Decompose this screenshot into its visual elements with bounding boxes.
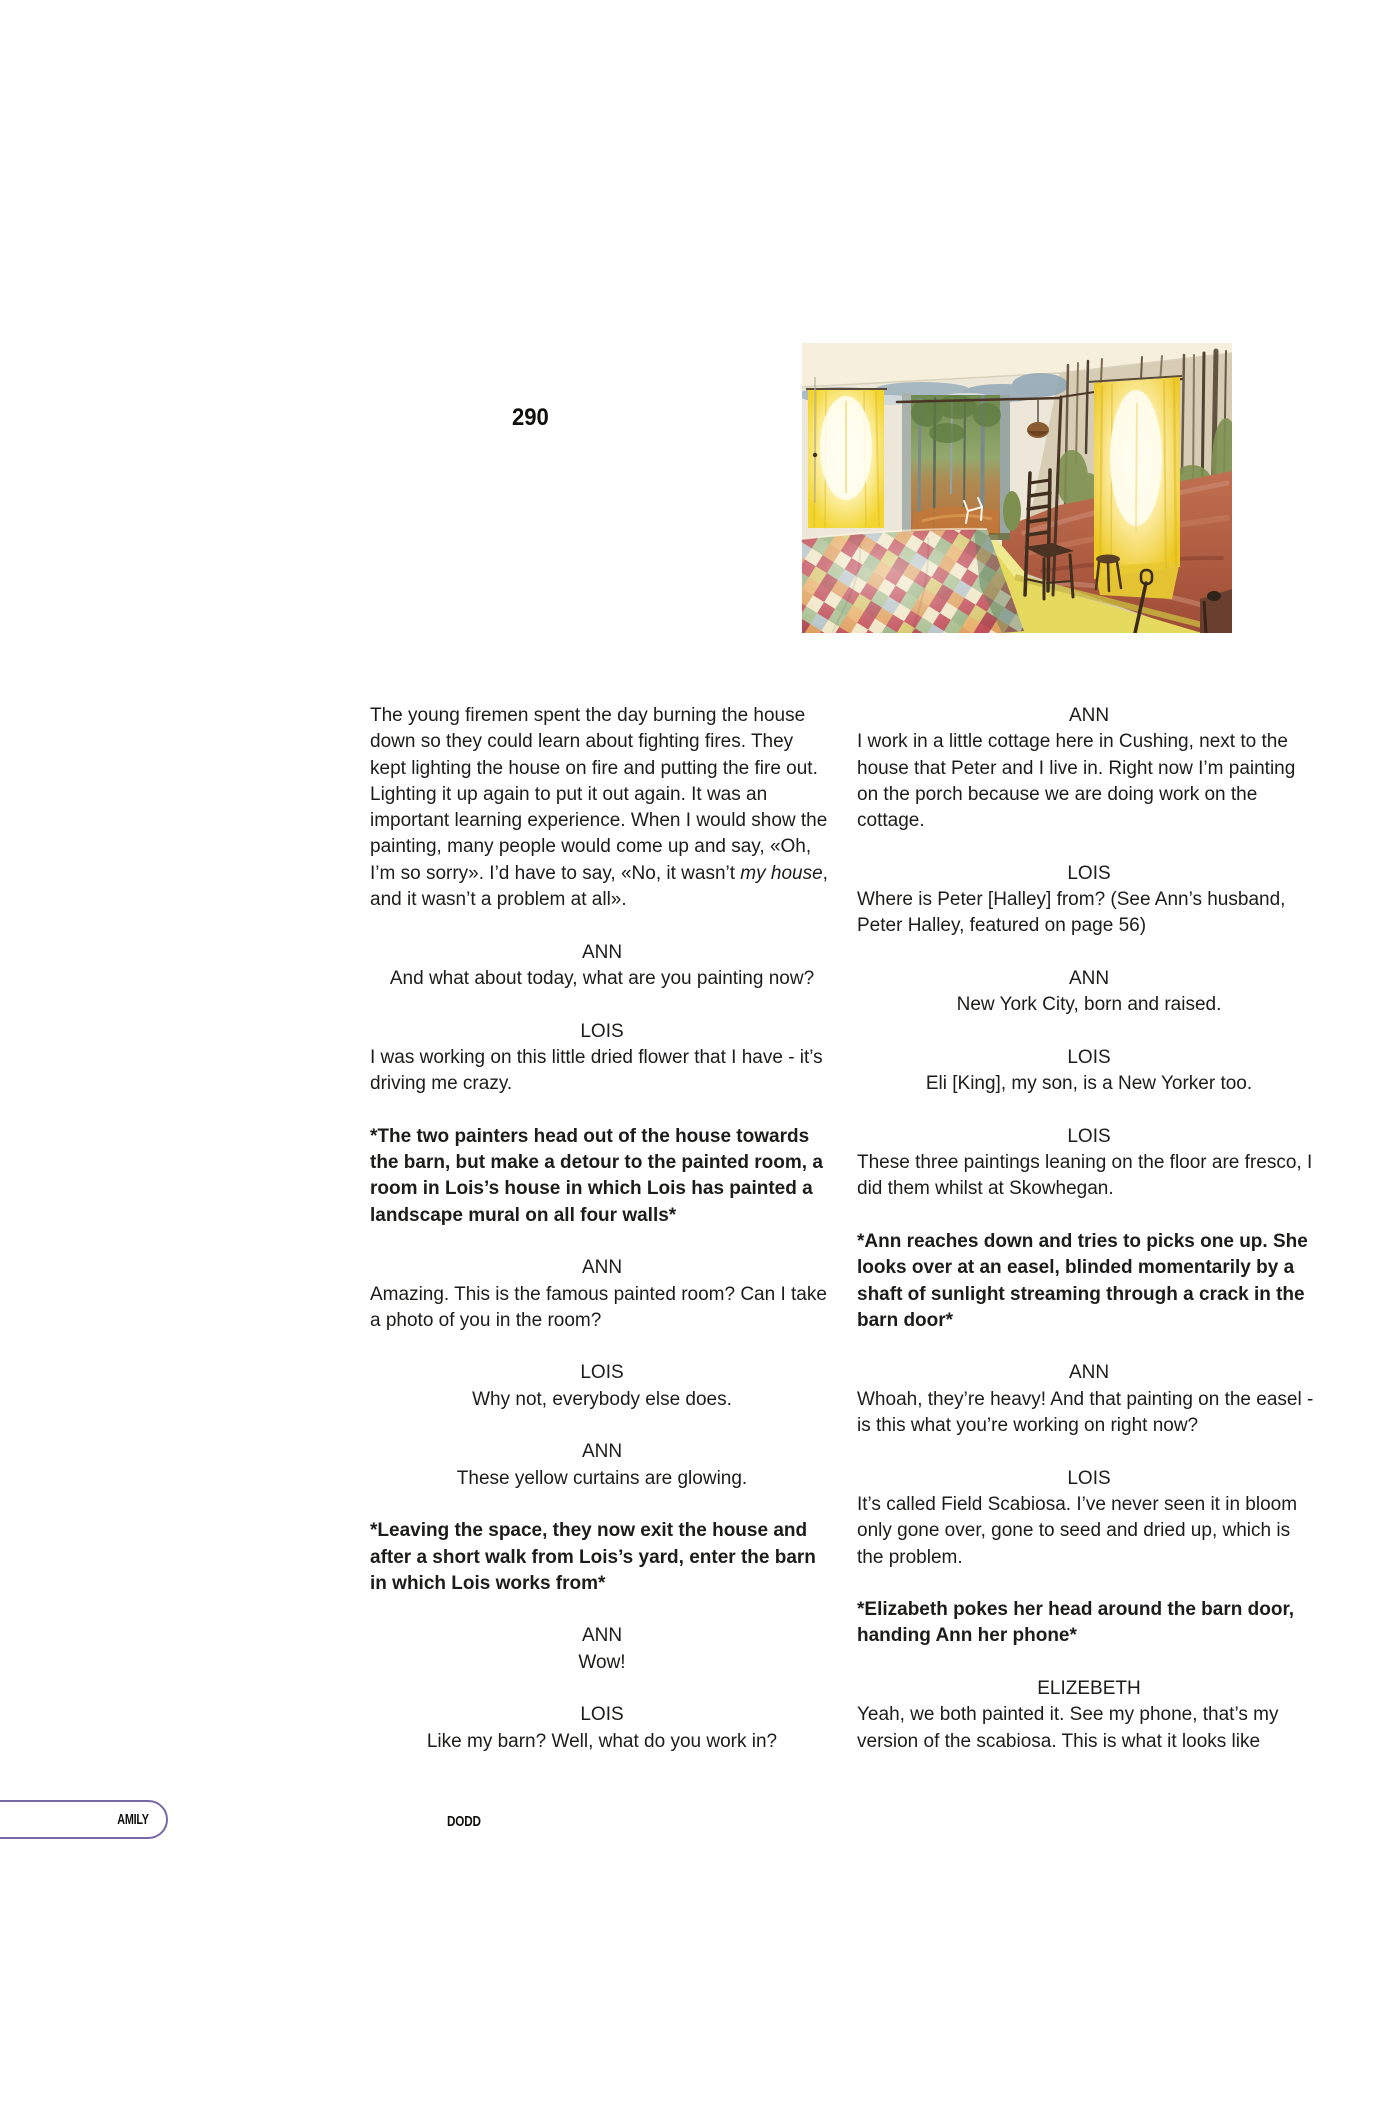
script-column-left — [370, 703, 834, 1755]
bedroom-mural-illustration — [802, 343, 1232, 633]
dialogue-cue — [857, 1466, 1321, 1571]
stage-direction — [857, 1229, 1321, 1334]
direction-text: *Ann reaches down and tries to picks one up. She looks over at an easel, blinded momentarily by a shaft of sunlight streaming through a crack in the barn door* — [857, 1230, 1308, 1331]
speaker-name: ANN — [1068, 1362, 1110, 1384]
dialogue-text: Eli [King], my son, is a New Yorker too. — [925, 1073, 1253, 1095]
dialogue-cue — [857, 1676, 1321, 1755]
dialogue-cue — [370, 1360, 834, 1413]
dialogue-cue — [857, 861, 1321, 940]
dialogue-cue — [857, 1360, 1321, 1439]
dialogue-text: Yeah, we both painted it. See my phone, that’s my version of the scabiosa. This is what it looks like — [857, 1704, 1279, 1752]
stage-direction — [370, 1518, 834, 1597]
speaker-name: LOIS — [1067, 1467, 1111, 1489]
dialogue-text: The young firemen spent the day burning the house down so they could learn about fighting fires. They kept lighting the house on fire and putting the fire out. Lighting it up again to put it out again. It was an important learning experience. When I would show the painting, many people would come up and say, «Oh, I’m so sorry». I’d have to say, «No, it wasn’t my house, and it wasn’t a problem at all». — [370, 705, 828, 911]
direction-text: *The two painters head out of the house towards the barn, but make a detour to the painted room, a room in Lois’s house in which Lois has painted a landscape mural on all four walls* — [370, 1125, 823, 1226]
dialogue-text: And what about today, what are you painting now? — [389, 967, 815, 989]
painted-bedroom-photo — [802, 343, 1232, 633]
speaker-name: LOIS — [1067, 862, 1111, 884]
dialogue-cue — [370, 1255, 834, 1334]
script-column-right — [857, 703, 1321, 1755]
footer-tab-label: AMILY — [117, 1811, 149, 1828]
dialogue-text: These three paintings leaning on the floor are fresco, I did them whilst at Skowhegan. — [857, 1152, 1313, 1200]
dialogue-cue — [370, 1019, 834, 1098]
direction-text: *Elizabeth pokes her head around the barn door, handing Ann her phone* — [857, 1599, 1295, 1647]
speaker-name: LOIS — [1067, 1046, 1111, 1068]
speaker-name: ANN — [1068, 967, 1110, 989]
stage-direction — [857, 1597, 1321, 1650]
dialogue-cue — [857, 703, 1321, 834]
dialogue-cue — [370, 1439, 834, 1492]
direction-text: *Leaving the space, they now exit the house and after a short walk from Lois’s yard, enter the barn in which Lois works from* — [370, 1520, 816, 1594]
dialogue-text: I work in a little cottage here in Cushing, next to the house that Peter and I live in. Right now I’m painting on the porch because we are doing work on the cottage. — [857, 731, 1296, 832]
dialogue-cue — [857, 1124, 1321, 1203]
page-number: 290 — [512, 404, 549, 431]
speaker-name: ANN — [581, 1625, 623, 1647]
dialogue-text: Why not, everybody else does. — [472, 1388, 732, 1410]
dialogue-text: It’s called Field Scabiosa. I’ve never seen it in bloom only gone over, gone to seed and dried up, which is the problem. — [857, 1493, 1298, 1568]
dialogue-text: These yellow curtains are glowing. — [456, 1467, 748, 1489]
footer-family-tab — [0, 1800, 168, 1839]
dialogue-cue — [370, 1702, 834, 1755]
speaker-name: ANN — [581, 1441, 623, 1463]
dialogue-text: Amazing. This is the famous painted room? Can I take a photo of you in the room? — [370, 1283, 827, 1331]
script-paragraph — [370, 703, 834, 913]
dialogue-text: Like my barn? Well, what do you work in? — [426, 1730, 778, 1752]
speaker-name: LOIS — [580, 1704, 624, 1726]
dialogue-text: New York City, born and raised. — [956, 994, 1222, 1016]
dialogue-cue — [370, 1623, 834, 1676]
stage-direction — [370, 1124, 834, 1229]
speaker-name: LOIS — [580, 1020, 624, 1042]
speaker-name: ANN — [581, 941, 623, 963]
dialogue-text: Wow! — [578, 1651, 626, 1673]
dialogue-cue — [857, 966, 1321, 1019]
dialogue-text: Where is Peter [Halley] from? (See Ann’s husband, Peter Halley, featured on page 56) — [857, 889, 1286, 937]
dialogue-cue — [370, 940, 834, 993]
speaker-name: LOIS — [580, 1362, 624, 1384]
speaker-name: ANN — [1068, 705, 1110, 726]
dialogue-text: I was working on this little dried flower that I have - it’s driving me crazy. — [370, 1046, 823, 1095]
dialogue-cue — [857, 1045, 1321, 1098]
speaker-name: ELIZEBETH — [1037, 1677, 1141, 1699]
footer-credit: DODD — [447, 1813, 481, 1830]
dialogue-text: Whoah, they’re heavy! And that painting on the easel - is this what you’re working on right now? — [857, 1388, 1314, 1437]
speaker-name: LOIS — [1067, 1125, 1111, 1147]
speaker-name: ANN — [581, 1257, 623, 1279]
